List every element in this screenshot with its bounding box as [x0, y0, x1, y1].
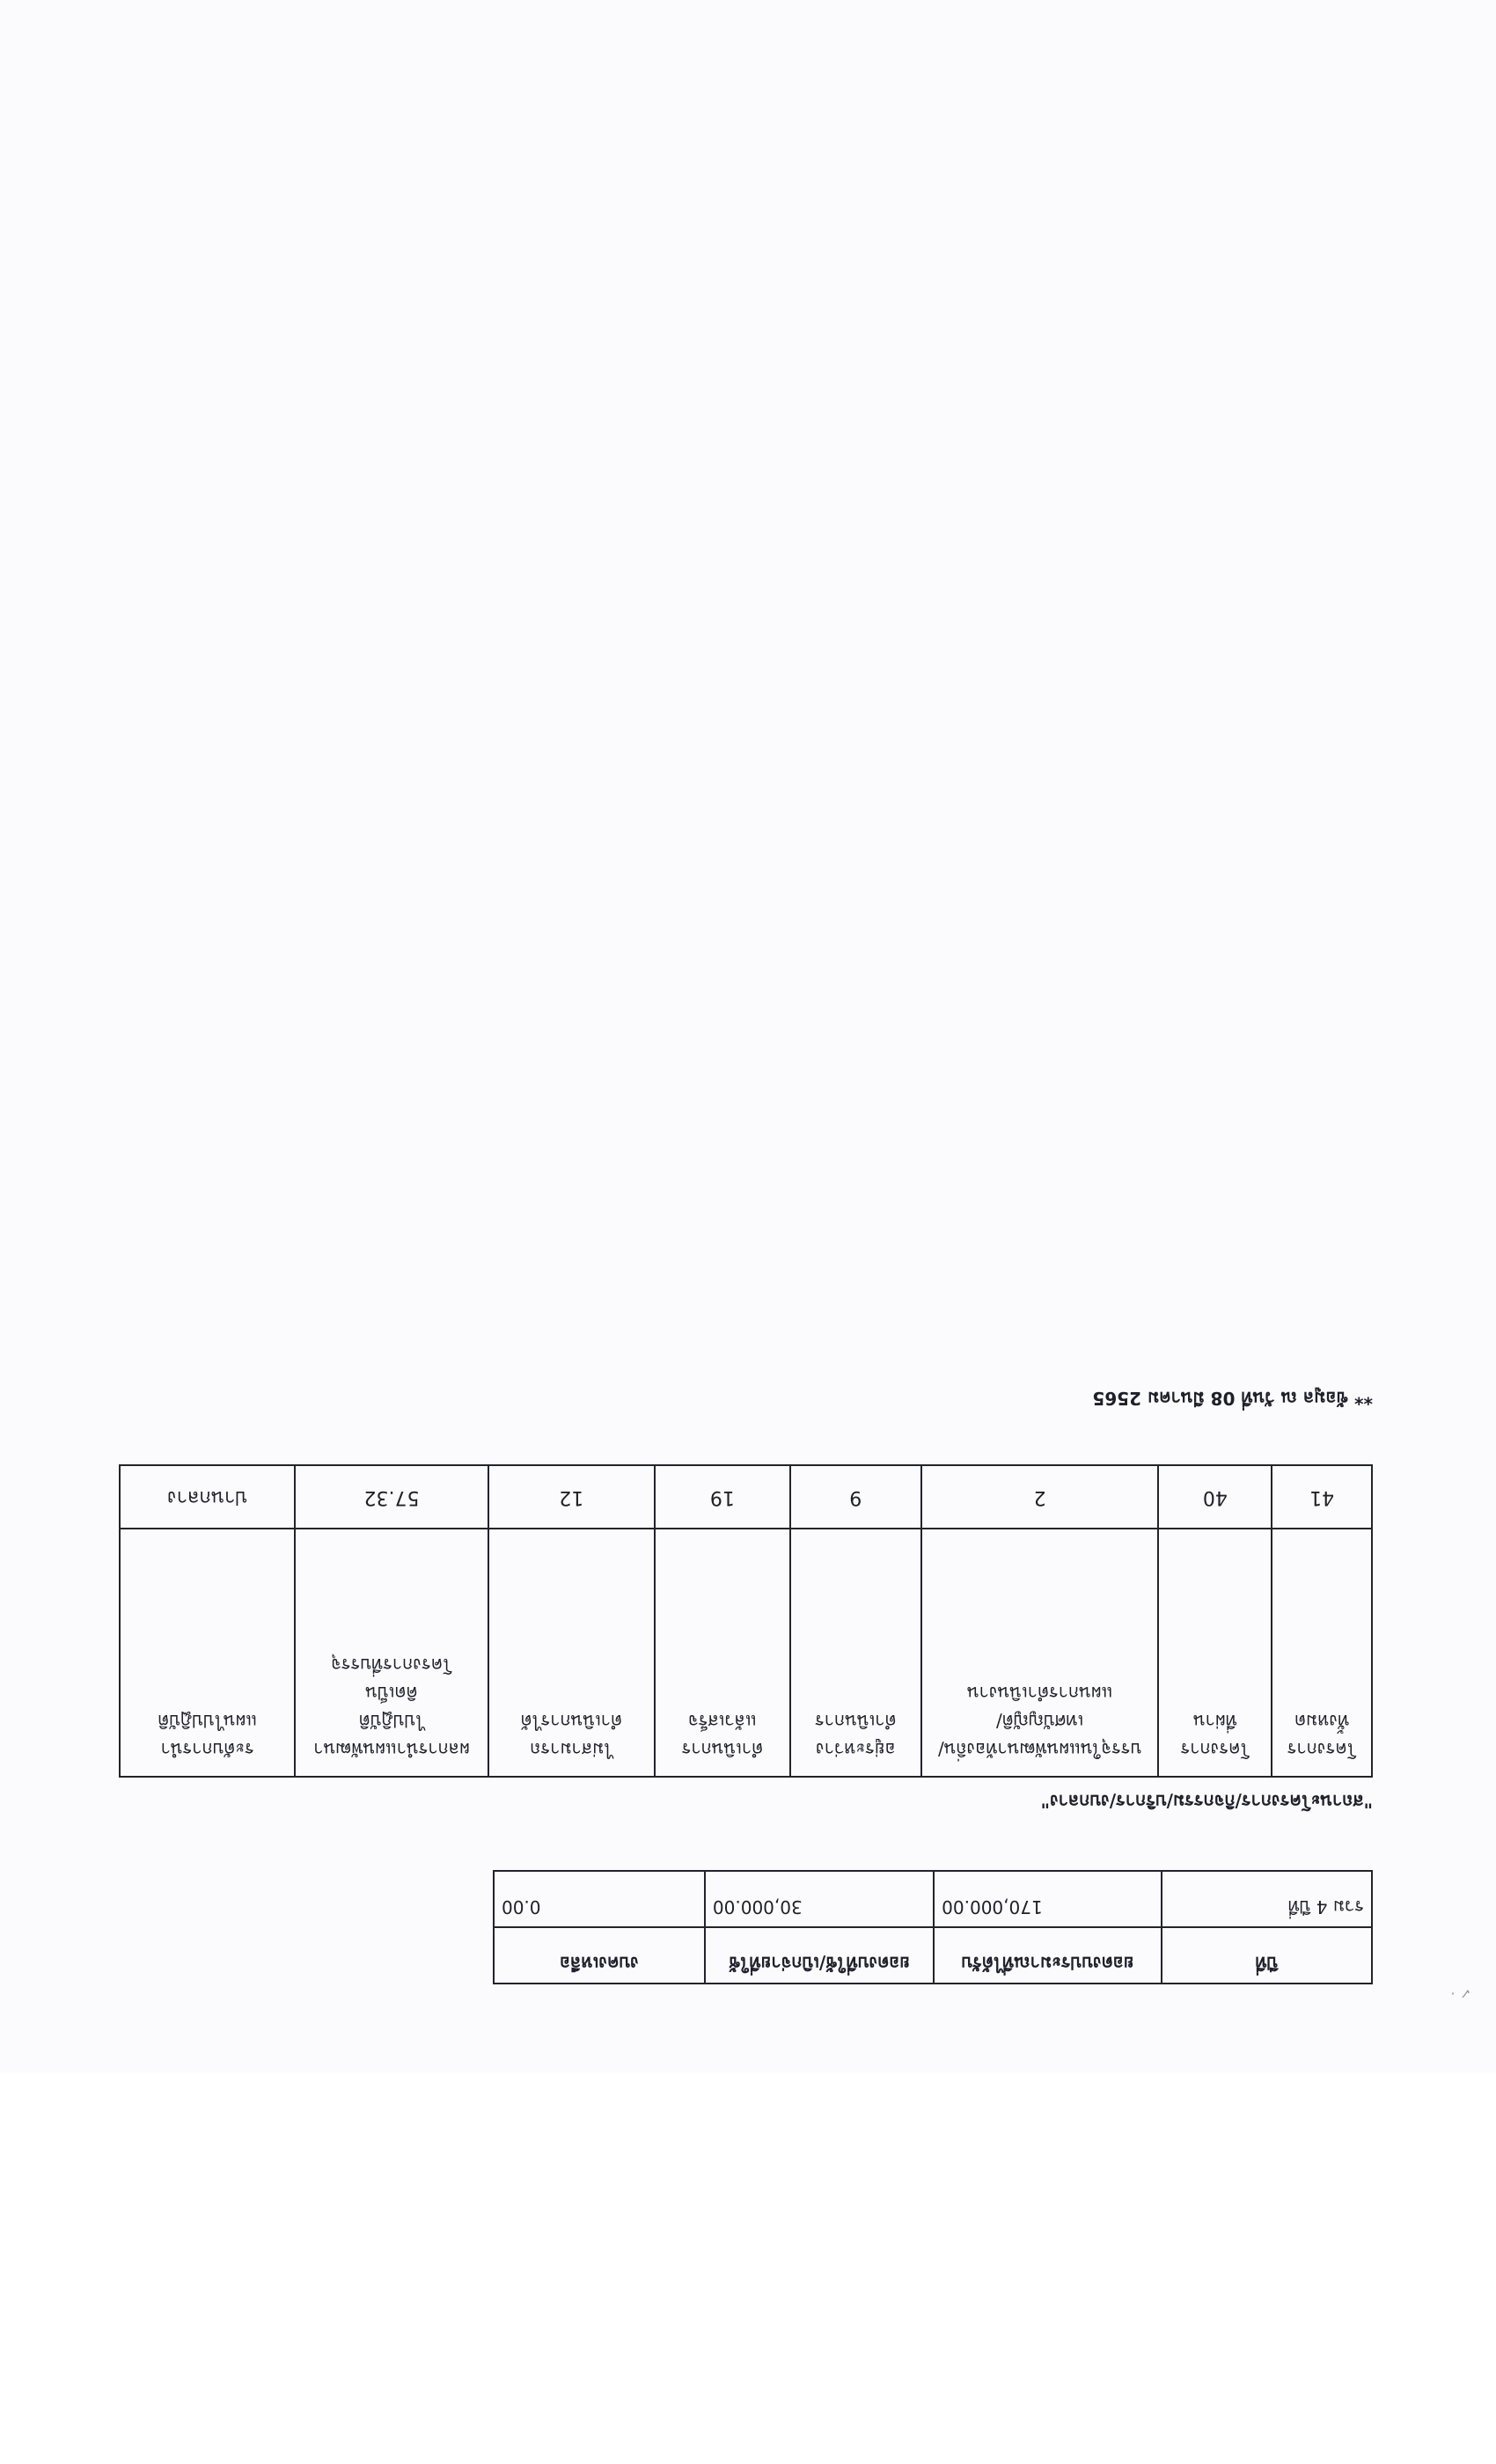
- table-header-row: [120, 1529, 1372, 1777]
- cell-included-in-plan: 2: [921, 1465, 1159, 1529]
- cell-projects-total: 41: [1272, 1465, 1372, 1529]
- cell-budget-used: 30,000.00: [705, 1871, 934, 1927]
- cell-in-progress: 9: [790, 1465, 921, 1529]
- cell-implementation-result: 57.32: [295, 1465, 488, 1529]
- header-budget-remaining: งบคงเหลือ: [494, 1927, 705, 1984]
- header-not-executable: ไม่สามารถ ดำเนินการได้: [488, 1529, 655, 1777]
- table-header-row: [494, 1927, 1372, 1984]
- cell-year-total: รวม 4 ปีที่: [1162, 1871, 1372, 1927]
- budget-summary-table: [493, 1870, 1373, 1984]
- cell-completed: 19: [655, 1465, 790, 1529]
- header-completed: ดำเนินการ แล้วเสร็จ: [655, 1529, 790, 1777]
- header-in-progress: อยู่ระหว่าง ดำเนินการ: [790, 1529, 921, 1777]
- cell-budget-remaining: 0.00: [494, 1871, 705, 1927]
- table-row: [120, 1465, 1372, 1529]
- header-projects-passed: โครงการ ที่ผ่าน: [1158, 1529, 1272, 1777]
- cell-implementation-level: ปานกลาง: [120, 1465, 295, 1529]
- header-budget-used: ยอดงบที่ใช้/เบิกจ่ายที่ใช้: [705, 1927, 934, 1984]
- project-status-table: [119, 1464, 1373, 1778]
- header-budget-received: ยอดงบประมาณที่ได้รับ: [934, 1927, 1162, 1984]
- table-row: [494, 1871, 1372, 1927]
- scan-mark: ✓ ·: [1450, 1985, 1471, 2002]
- header-included-in-plan: บรรจุในแผนพัฒนาท้องถิ่น/ เทศบัญญัติ/ แผนการดำเนินงาน: [921, 1529, 1159, 1777]
- cell-projects-passed: 40: [1158, 1465, 1272, 1529]
- header-year: ปีที่: [1162, 1927, 1372, 1984]
- header-projects-total: โครงการ ทั้งหมด: [1272, 1529, 1372, 1777]
- cell-budget-received: 170,000.00: [934, 1871, 1162, 1927]
- page-margin: [0, 2072, 1496, 2464]
- cell-not-executable: 12: [488, 1465, 655, 1529]
- status-caption: "สถานะโครงการ/กิจกรรม/บริการ/งบกลาง": [1040, 1791, 1373, 1812]
- header-implementation-level: ระดับการนำ แผนไปปฏิบัติ: [120, 1529, 295, 1777]
- header-implementation-result: ผลการนำแผนพัฒนา ไปปฏิบัติ คิดเป็น โครงการที่บรรจุ: [295, 1529, 488, 1777]
- data-date-footnote: ** ข้อมูล ณ วันที่ 08 มีนาคม 2565: [1092, 1388, 1373, 1409]
